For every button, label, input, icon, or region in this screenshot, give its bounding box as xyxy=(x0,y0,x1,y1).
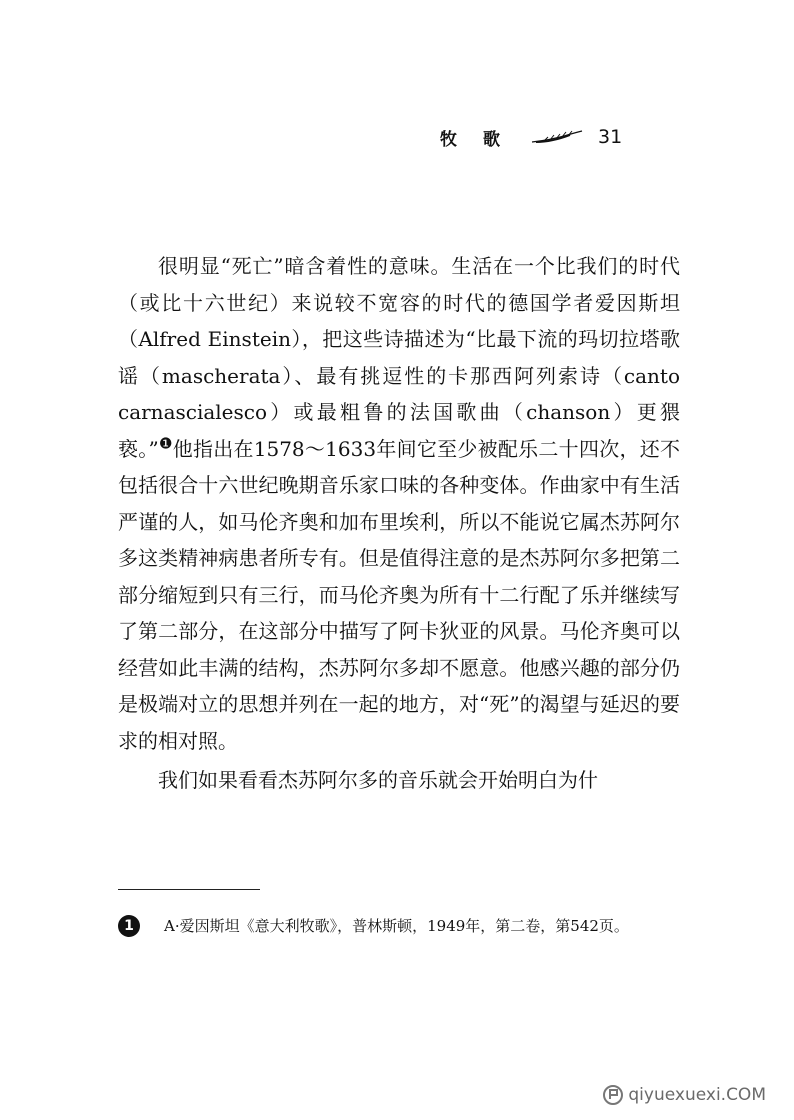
footnote-divider xyxy=(118,889,260,890)
running-header xyxy=(440,122,622,152)
footnote xyxy=(118,912,680,940)
paragraph-2: 我们如果看看杰苏阿尔多的音乐就会开始明白为什 xyxy=(158,768,598,792)
paragraph-1-text: 很明显“死亡”暗含着性的意味。生活在一个比我们的时代（或比十六世纪）来说较不宽容的时代的德国学者爱因斯坦（Alfred Einstein），把这些诗描述为“比最下流的玛切拉塔歌谣（mascherata）、最有挑逗性的卡那西阿列索诗（canto carnascialesco）或最粗鲁的法国歌曲（chanson）更猥亵。” xyxy=(118,254,680,461)
running-header-title: 牧歌 xyxy=(440,129,526,150)
footnote-reference: ❶ xyxy=(158,433,173,452)
paragraph-1 xyxy=(118,248,680,759)
site-watermark xyxy=(602,1084,766,1106)
body-text xyxy=(118,248,680,799)
watermark-text: qiyuexuexi.COM xyxy=(628,1085,766,1105)
footnote-marker: 1 xyxy=(118,915,140,937)
feather-ornament-icon xyxy=(530,130,584,144)
paragraph-1-continuation: 他指出在1578～1633年间它至少被配乐二十四次，还不包括很合十六世纪晚期音乐家口味的各种变体。作曲家中有生活严谨的人，如马伦齐奥和加布里埃利，所以不能说它属杰苏阿尔多这类精神病患者所专有。但是值得注意的是杰苏阿尔多把第二部分缩短到只有三行，而马伦齐奥为所有十二行配了乐并继续写了第二部分，在这部分中描写了阿卡狄亚的风景。马伦齐奥可以经营如此丰满的结构，杰苏阿尔多却不愿意。他感兴趣的部分仍是极端对立的思想并列在一起的地方，对“死”的渴望与延迟的要求的相对照。 xyxy=(118,436,680,753)
page-number: 31 xyxy=(598,126,623,148)
watermark-logo-icon xyxy=(602,1084,624,1106)
footnote-text: A·爱因斯坦《意大利牧歌》，普林斯顿，1949年，第二卷，第542页。 xyxy=(164,917,629,935)
